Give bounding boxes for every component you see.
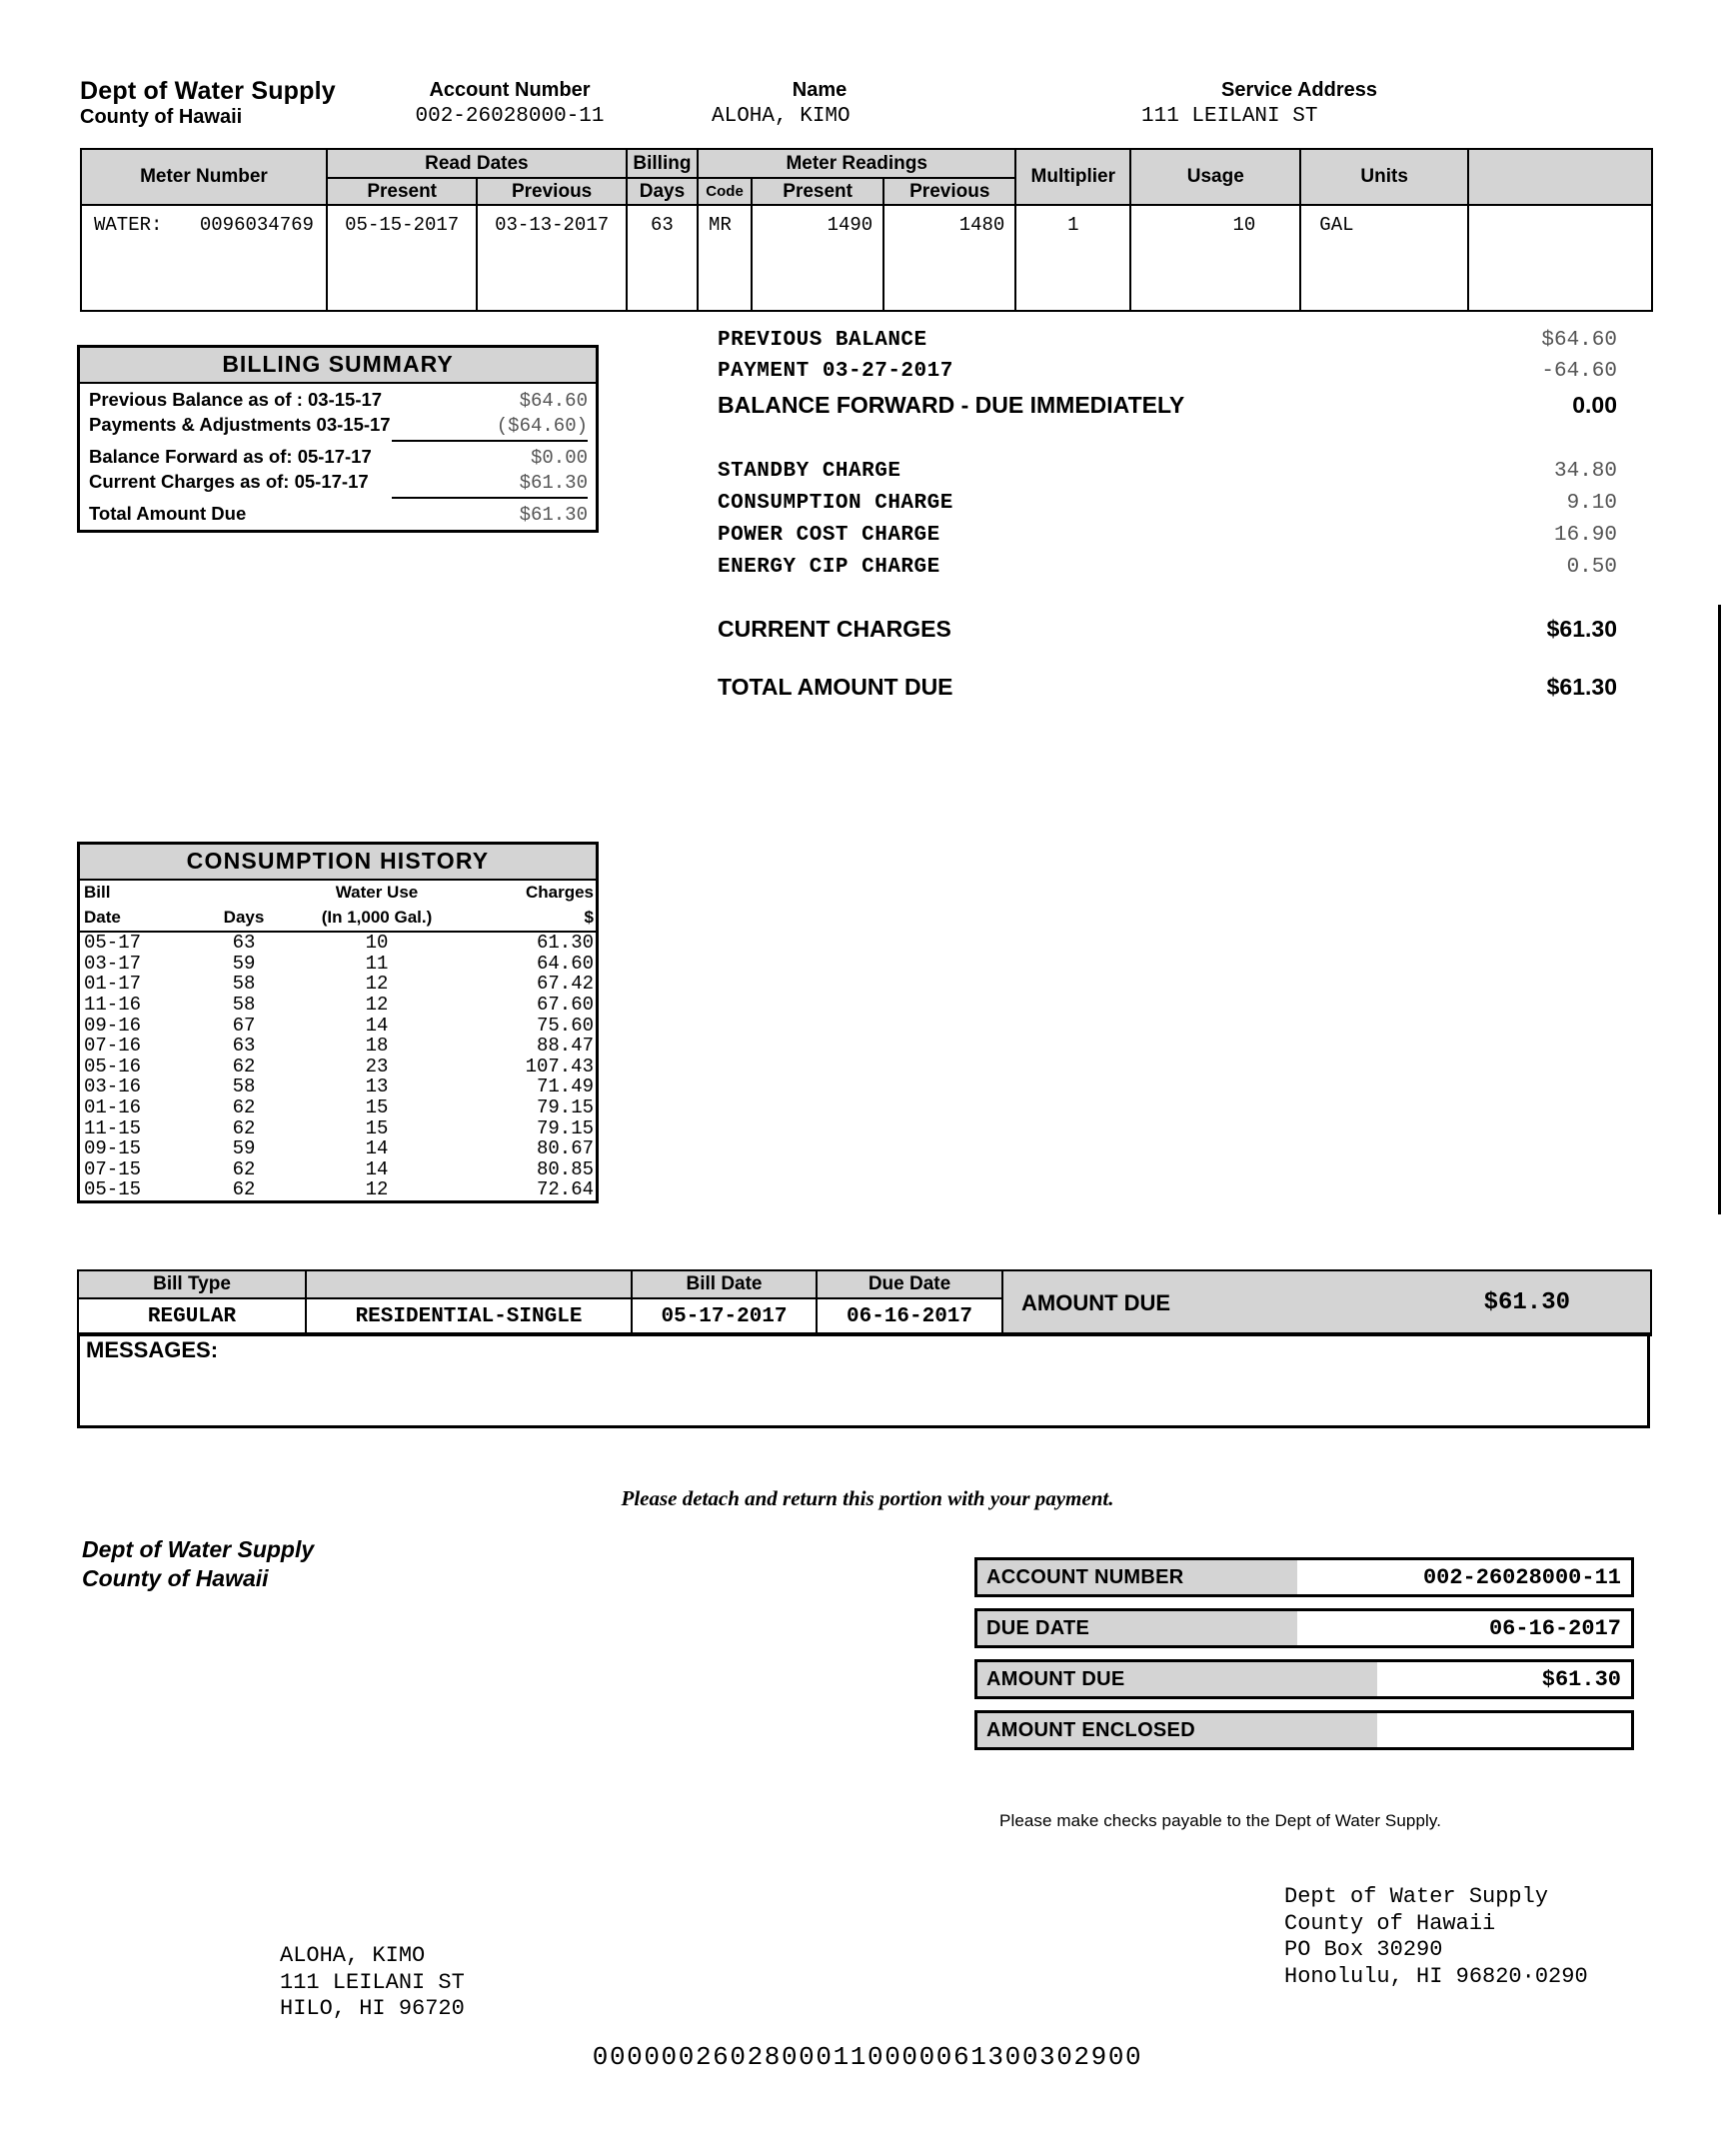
bs-label-prev-balance: Previous Balance as of : 03-15-17	[89, 389, 383, 410]
col-billing: Billing	[627, 149, 698, 178]
charge-row-energy-cip	[718, 557, 1617, 578]
customer-mailing-address	[280, 1943, 465, 2023]
customer-address-line: HILO, HI 96720	[280, 1996, 465, 2022]
charge-label-energy-cip: ENERGY CIP CHARGE	[718, 556, 940, 579]
remit-row-amount-due	[974, 1659, 1634, 1699]
hdr-bill-date-line1: Bill	[84, 883, 111, 902]
hdr-water-use-line1: Water Use	[335, 883, 419, 902]
charge-row-consumption	[718, 493, 1617, 514]
charge-label-previous-balance: PREVIOUS BALANCE	[718, 329, 927, 352]
history-cell-days: 62	[232, 1178, 256, 1201]
hdr-bill-date-line2: Date	[80, 906, 196, 933]
company-subtitle: County of Hawaii	[80, 106, 243, 128]
masthead	[80, 78, 1659, 138]
detach-instruction: Please detach and return this portion with your payment.	[621, 1486, 1114, 1510]
history-cell-date: 11-16	[84, 993, 142, 1016]
col-read-previous: Previous	[477, 178, 626, 205]
charge-label-payment: PAYMENT 03-27-2017	[718, 360, 953, 383]
remit-address-line: PO Box 30290	[1284, 1937, 1443, 1963]
history-cell-use: 11	[365, 952, 389, 975]
charge-amount-standby: 34.80	[1553, 460, 1617, 483]
customer-name-label: Name	[792, 79, 848, 101]
service-address-value: 111 LEILANI ST	[1141, 105, 1318, 128]
history-row	[80, 1118, 596, 1139]
col-days: Days	[627, 178, 698, 205]
bs-divider-2	[392, 497, 588, 499]
history-cell-days: 62	[232, 1055, 256, 1078]
stub-masthead	[82, 1535, 314, 1594]
history-row	[80, 1097, 596, 1118]
meter-row	[81, 205, 1652, 311]
customer-address-line: ALOHA, KIMO	[280, 1943, 426, 1968]
charge-label-consumption: CONSUMPTION CHARGE	[718, 492, 953, 515]
bs-amount-payments: ($64.60)	[496, 415, 588, 437]
remit-value-account-number: 002-26028000-11	[1422, 1564, 1621, 1590]
hdr-water-use-line2: (In 1,000 Gal.)	[292, 906, 462, 933]
history-cell-days: 58	[232, 1076, 256, 1098]
remit-value-due-date: 06-16-2017	[1488, 1615, 1621, 1641]
charge-amount-power-cost: 16.90	[1553, 524, 1617, 547]
col-reading-present: Present	[752, 178, 883, 205]
remit-address-line: Honolulu, HI 96820·0290	[1284, 1963, 1588, 1989]
account-number-value: 002-26028000-11	[415, 105, 605, 128]
amount-enclosed-input[interactable]	[1377, 1713, 1631, 1747]
billing-summary-row	[80, 443, 596, 470]
charge-amount-total-due: $61.30	[1546, 674, 1617, 700]
bs-amount-prev-balance: $64.60	[519, 390, 588, 412]
bill-type-value: REGULAR	[78, 1298, 306, 1335]
hdr-days-spacer	[196, 881, 292, 906]
charge-row-payment	[718, 361, 1617, 382]
charge-amount-consumption: 9.10	[1566, 492, 1617, 515]
history-cell-use: 12	[365, 973, 389, 996]
payable-note: Please make checks payable to the Dept of Water Supply.	[999, 1811, 1442, 1830]
history-cell-use: 23	[365, 1055, 389, 1078]
charge-label-power-cost: POWER COST CHARGE	[718, 524, 940, 547]
remit-row-amount-enclosed[interactable]	[974, 1710, 1634, 1750]
charge-amount-current-charges: $61.30	[1546, 616, 1617, 642]
ocr-scanline: 00000026028000110000061300302900	[592, 2042, 1143, 2072]
cell-read-previous: 03-13-2017	[477, 205, 626, 311]
cell-blank	[1468, 205, 1652, 311]
cell-read-present: 05-15-2017	[327, 205, 478, 311]
hdr-charges-line1: Charges	[525, 883, 594, 902]
history-cell-days: 58	[232, 993, 256, 1016]
history-cell-charges: 67.60	[536, 993, 594, 1016]
col-read-dates: Read Dates	[327, 149, 627, 178]
remit-label-amount-due: AMOUNT DUE	[977, 1662, 1377, 1696]
bs-divider-1	[392, 440, 588, 442]
consumption-history-table	[80, 881, 596, 1200]
history-cell-charges: 80.67	[536, 1137, 594, 1160]
cell-meter-number	[81, 205, 327, 311]
meter-reading-table	[80, 148, 1653, 312]
remit-label-account-number: ACCOUNT NUMBER	[977, 1560, 1297, 1594]
hdr-rate-class	[306, 1270, 632, 1298]
history-cell-use: 18	[365, 1035, 389, 1058]
remit-label-amount-enclosed: AMOUNT ENCLOSED	[977, 1713, 1377, 1747]
hdr-charges-line2: $	[462, 906, 596, 933]
bill-type-bar	[77, 1269, 1652, 1336]
history-cell-use: 14	[365, 1014, 389, 1037]
history-cell-date: 09-15	[84, 1137, 142, 1160]
billing-summary-row	[80, 413, 596, 440]
account-number-label: Account Number	[429, 79, 591, 101]
remit-label-due-date: DUE DATE	[977, 1611, 1297, 1645]
cell-code: MR	[698, 205, 752, 311]
bs-label-current-charges: Current Charges as of: 05-17-17	[89, 471, 369, 492]
hdr-due-date: Due Date	[817, 1270, 1002, 1298]
stub-company-subtitle: County of Hawaii	[82, 1565, 269, 1592]
charge-row-total-due	[718, 676, 1617, 699]
page-edge-artifact	[1718, 605, 1721, 1214]
charge-label-total-due: TOTAL AMOUNT DUE	[718, 674, 953, 700]
history-cell-charges: 80.85	[536, 1157, 594, 1180]
history-row	[80, 1179, 596, 1200]
cell-reading-present: 1490	[752, 205, 883, 311]
history-cell-date: 09-16	[84, 1014, 142, 1037]
history-row	[80, 932, 596, 954]
charge-label-balance-forward: BALANCE FORWARD - DUE IMMEDIATELY	[718, 392, 1185, 418]
history-cell-date: 01-16	[84, 1095, 142, 1118]
hdr-days: Days	[196, 906, 292, 933]
history-cell-date: 07-15	[84, 1157, 142, 1180]
history-cell-days: 59	[232, 1137, 256, 1160]
col-usage: Usage	[1130, 149, 1300, 205]
remittance-fields	[974, 1557, 1634, 1761]
history-cell-date: 07-16	[84, 1035, 142, 1058]
remit-row-due-date	[974, 1608, 1634, 1648]
bs-label-total-due: Total Amount Due	[89, 503, 247, 524]
messages-label: MESSAGES:	[86, 1337, 219, 1362]
history-cell-date: 03-16	[84, 1076, 142, 1098]
bill-date-value: 05-17-2017	[632, 1298, 817, 1335]
history-cell-charges: 67.42	[536, 973, 594, 996]
remit-to-address	[1284, 1884, 1588, 1990]
hdr-bill-date: Bill Date	[632, 1270, 817, 1298]
history-cell-charges: 79.15	[536, 1095, 594, 1118]
stub-company-title: Dept of Water Supply	[82, 1536, 315, 1562]
billing-summary-box	[77, 345, 599, 533]
remit-address-line: County of Hawaii	[1284, 1910, 1496, 1936]
col-reading-previous: Previous	[883, 178, 1015, 205]
history-cell-charges: 72.64	[536, 1178, 594, 1201]
charge-amount-payment: -64.60	[1541, 360, 1617, 383]
bs-label-payments: Payments & Adjustments 03-15-17	[89, 414, 391, 435]
charges-detail	[718, 330, 1617, 699]
customer-address-line: 111 LEILANI ST	[280, 1969, 465, 1995]
history-cell-charges: 75.60	[536, 1014, 594, 1037]
history-cell-date: 05-16	[84, 1055, 142, 1078]
history-cell-date: 01-17	[84, 973, 142, 996]
company-title: Dept of Water Supply	[80, 77, 336, 105]
charge-amount-energy-cip: 0.50	[1566, 556, 1617, 579]
history-cell-use: 13	[365, 1076, 389, 1098]
due-date-value: 06-16-2017	[817, 1298, 1002, 1335]
billing-summary-total-row	[80, 500, 596, 527]
history-row	[80, 1016, 596, 1037]
cell-multiplier: 1	[1015, 205, 1130, 311]
cell-billing-days: 63	[627, 205, 698, 311]
charge-label-standby: STANDBY CHARGE	[718, 460, 901, 483]
history-cell-days: 67	[232, 1014, 256, 1037]
charge-row-current-charges	[718, 618, 1617, 641]
remit-address-line: Dept of Water Supply	[1284, 1884, 1549, 1909]
hdr-bill-type: Bill Type	[78, 1270, 306, 1298]
history-cell-date: 03-17	[84, 952, 142, 975]
meter-type-label: WATER:	[94, 214, 163, 236]
history-row	[80, 954, 596, 975]
col-multiplier: Multiplier	[1015, 149, 1130, 205]
bs-label-balance-forward: Balance Forward as of: 05-17-17	[89, 446, 372, 467]
billing-summary-row	[80, 470, 596, 497]
consumption-history-box	[77, 842, 599, 1203]
history-cell-days: 63	[232, 932, 256, 955]
history-row	[80, 974, 596, 995]
history-cell-use: 15	[365, 1095, 389, 1118]
history-cell-charges: 107.43	[525, 1055, 594, 1078]
history-cell-use: 12	[365, 993, 389, 1016]
history-row	[80, 1057, 596, 1078]
charge-label-current-charges: CURRENT CHARGES	[718, 616, 951, 642]
history-cell-charges: 88.47	[536, 1035, 594, 1058]
history-row	[80, 1159, 596, 1180]
history-cell-use: 14	[365, 1157, 389, 1180]
customer-name-value: ALOHA, KIMO	[712, 105, 851, 128]
remit-row-account-number	[974, 1557, 1634, 1597]
history-cell-days: 62	[232, 1095, 256, 1118]
consumption-history-title: CONSUMPTION HISTORY	[80, 845, 596, 881]
amount-due-panel	[1002, 1270, 1651, 1335]
history-cell-use: 12	[365, 1178, 389, 1201]
col-read-present: Present	[327, 178, 478, 205]
charge-row-standby	[718, 461, 1617, 482]
cell-units: GAL	[1300, 205, 1468, 311]
history-cell-days: 58	[232, 973, 256, 996]
charge-amount-previous-balance: $64.60	[1541, 329, 1617, 352]
history-row	[80, 1138, 596, 1159]
history-cell-use: 15	[365, 1116, 389, 1139]
history-cell-charges: 64.60	[536, 952, 594, 975]
history-row	[80, 1036, 596, 1057]
bs-amount-current-charges: $61.30	[519, 472, 588, 494]
charge-row-balance-forward	[718, 394, 1617, 417]
meter-number-value: 0096034769	[199, 214, 314, 236]
charge-amount-balance-forward: 0.00	[1572, 392, 1617, 418]
history-cell-date: 05-17	[84, 932, 142, 955]
history-row	[80, 1077, 596, 1097]
history-cell-charges: 71.49	[536, 1076, 594, 1098]
col-meter-number: Meter Number	[81, 149, 327, 205]
cell-reading-previous: 1480	[883, 205, 1015, 311]
billing-summary-row	[80, 388, 596, 413]
cell-usage: 10	[1130, 205, 1300, 311]
history-cell-use: 14	[365, 1137, 389, 1160]
charge-row-power-cost	[718, 525, 1617, 546]
rate-class-value: RESIDENTIAL-SINGLE	[306, 1298, 632, 1335]
amount-due-value: $61.30	[1483, 1289, 1570, 1316]
history-row	[80, 995, 596, 1016]
col-units: Units	[1300, 149, 1468, 205]
history-cell-days: 62	[232, 1116, 256, 1139]
history-cell-date: 05-15	[84, 1178, 142, 1201]
col-code: Code	[698, 178, 752, 205]
charge-row-previous-balance	[718, 330, 1617, 351]
remit-value-amount-due: $61.30	[1541, 1666, 1621, 1692]
history-cell-date: 11-15	[84, 1116, 142, 1139]
history-cell-days: 59	[232, 952, 256, 975]
service-address-label: Service Address	[1220, 79, 1377, 101]
history-cell-charges: 61.30	[536, 932, 594, 955]
bs-amount-total-due: $61.30	[519, 504, 588, 526]
history-cell-days: 62	[232, 1157, 256, 1180]
col-blank	[1468, 149, 1652, 205]
history-cell-days: 63	[232, 1035, 256, 1058]
billing-summary-title: BILLING SUMMARY	[80, 348, 596, 384]
col-meter-readings: Meter Readings	[698, 149, 1015, 178]
history-cell-use: 10	[365, 932, 389, 955]
amount-due-label: AMOUNT DUE	[1021, 1289, 1171, 1315]
messages-box	[77, 1332, 1650, 1428]
bs-amount-balance-forward: $0.00	[530, 447, 588, 469]
history-cell-charges: 79.15	[536, 1116, 594, 1139]
